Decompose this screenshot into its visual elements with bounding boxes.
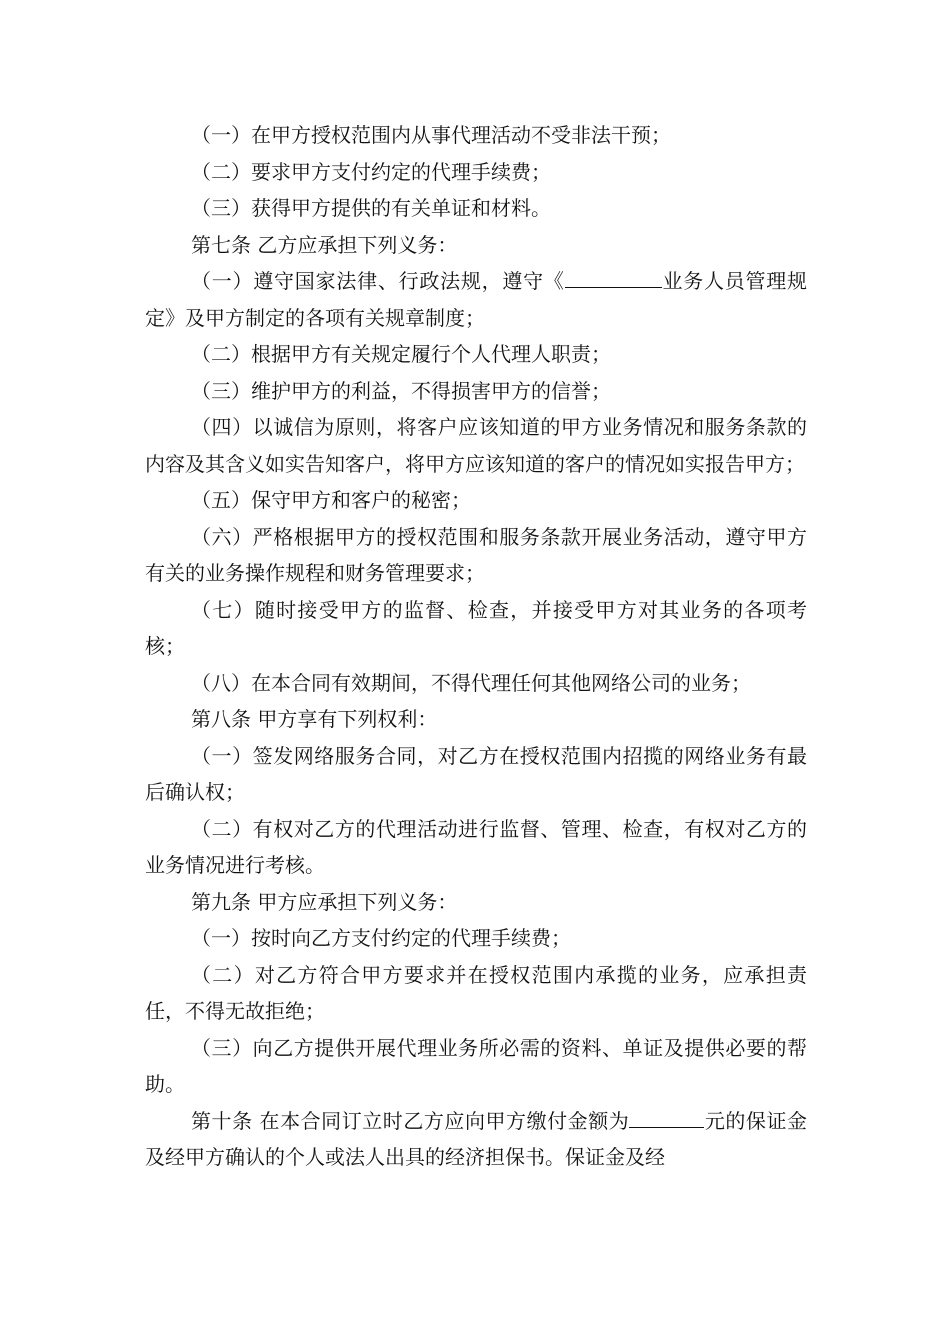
article-7-item-1-after: 业务人员管理规定》及甲方制定的各项有关规章制度；	[145, 269, 808, 330]
article-9-item-3: （三）向乙方提供开展代理业务所必需的资料、单证及提供必要的帮助。	[145, 1035, 807, 1096]
article-7-item-7: （七）随时接受甲方的监督、检查，并接受甲方对其业务的各项考核；	[145, 597, 807, 658]
clause-rights-3: （三）获得甲方提供的有关单证和材料。	[191, 196, 551, 220]
article-10-paragraph	[145, 1103, 807, 1176]
article-7-item-1-before: （一）遵守国家法律、行政法规，遵守《	[191, 269, 565, 293]
clause-rights-2: （二）要求甲方支付约定的代理手续费；	[191, 159, 551, 184]
article-9-item-1: （一）按时向乙方支付约定的代理手续费；	[191, 926, 571, 950]
article-7-item-3: （三）维护甲方的利益，不得损害甲方的信誉；	[191, 378, 611, 403]
fill-in-blank-field[interactable]	[565, 266, 662, 288]
article-7-item-4: （四）以诚信为原则，将客户应该知道的甲方业务情况和服务条款的内容及其含义如实告知客户，将甲方应该知道的客户的情况如实报告甲方；	[145, 415, 807, 476]
article-9-item-2: （二）对乙方符合甲方要求并在授权范围内承揽的业务，应承担责任，不得无故拒绝；	[145, 962, 807, 1023]
article-8-item-1: （一）签发网络服务合同，对乙方在授权范围内招揽的网络业务有最后确认权；	[145, 743, 807, 804]
article-9-heading: 第九条 甲方应承担下列义务：	[191, 889, 458, 914]
article-7-item-8: （八）在本合同有效期间，不得代理任何其他网络公司的业务；	[191, 670, 751, 695]
article-7-item-1	[145, 263, 807, 336]
deposit-amount-blank[interactable]	[629, 1106, 704, 1128]
clause-rights-1: （一）在甲方授权范围内从事代理活动不受非法干预；	[191, 123, 671, 147]
article-10-after: 元的保证金及经甲方确认的个人或法人出具的经济担保书。保证金及经	[145, 1108, 808, 1169]
article-8-heading: 第八条 甲方享有下列权利：	[191, 707, 438, 731]
article-7-item-5: （五）保守甲方和客户的秘密；	[191, 488, 471, 512]
article-7-item-6: （六）严格根据甲方的授权范围和服务条款开展业务活动，遵守甲方有关的业务操作规程和财务管理要求；	[145, 524, 807, 585]
article-7-heading: 第七条 乙方应承担下列义务：	[191, 232, 458, 257]
contract-body	[145, 117, 807, 1176]
article-8-item-2: （二）有权对乙方的代理活动进行监督、管理、检查，有权对乙方的业务情况进行考核。	[145, 816, 807, 877]
article-7-item-2: （二）根据甲方有关规定履行个人代理人职责；	[191, 342, 611, 366]
article-10-before: 第十条 在本合同订立时乙方应向甲方缴付金额为	[191, 1108, 630, 1133]
